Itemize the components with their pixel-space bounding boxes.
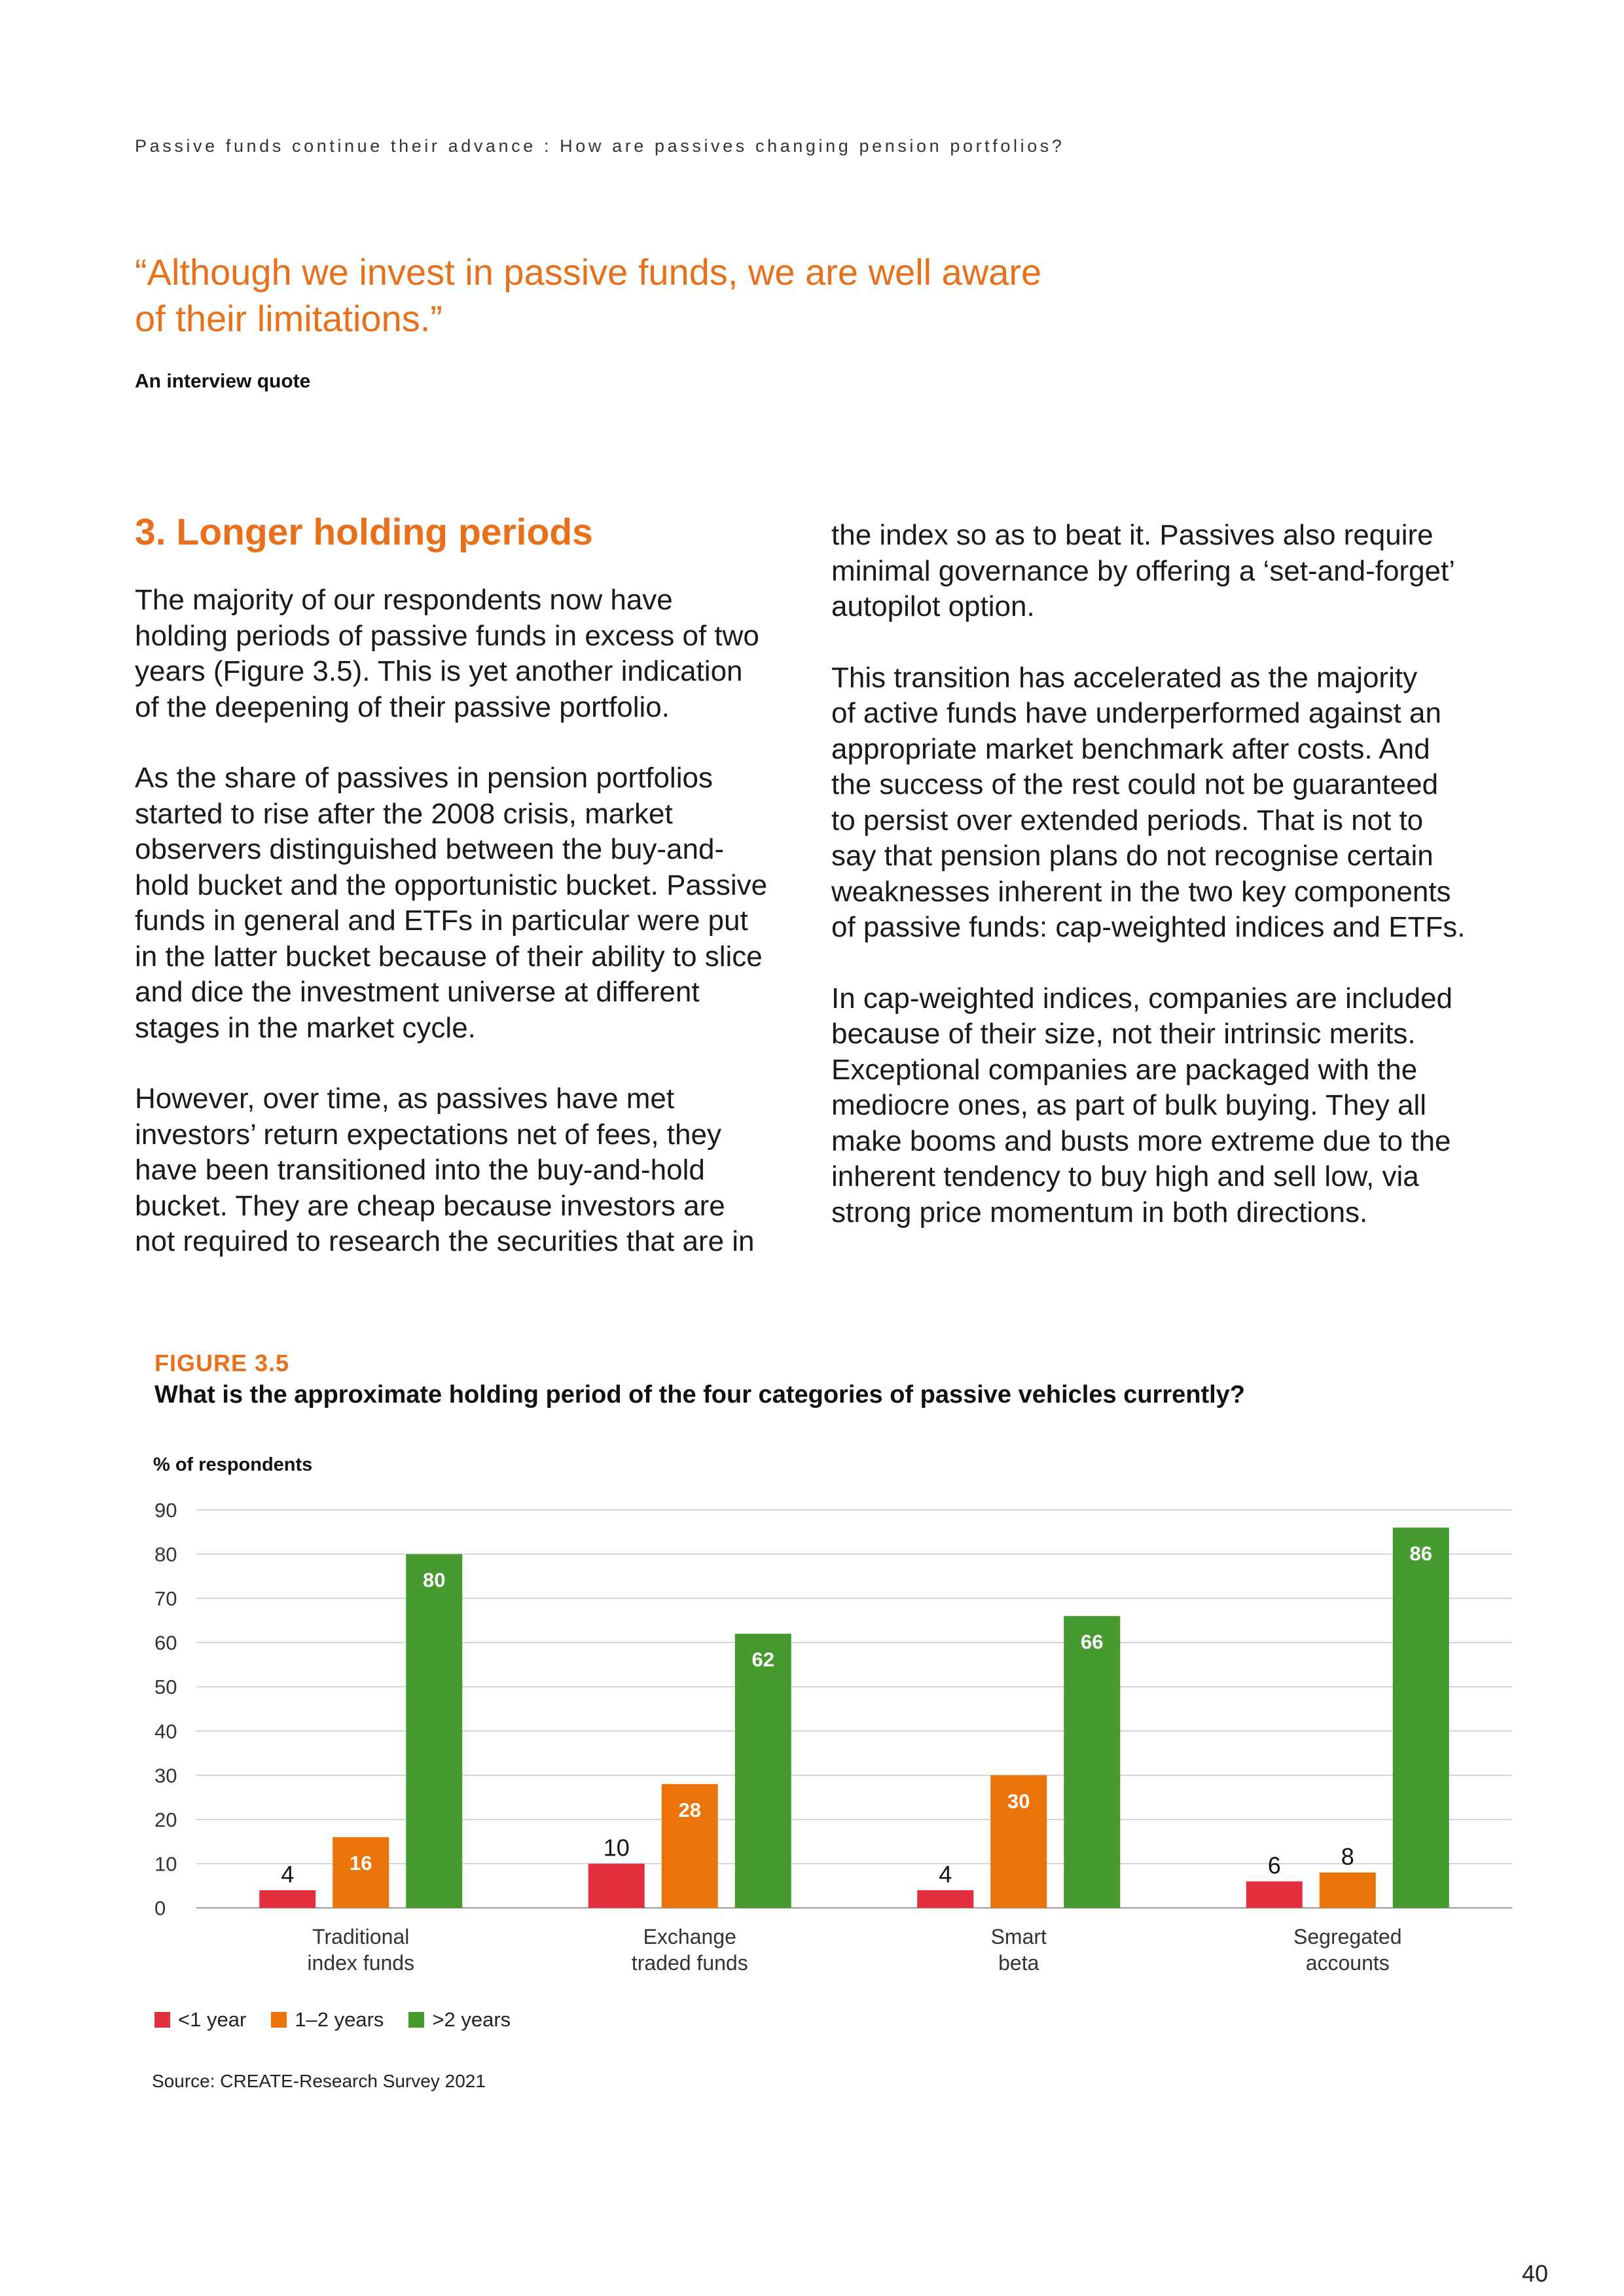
bar <box>735 1634 791 1908</box>
data-label: 8 <box>1341 1842 1354 1870</box>
section-title: 3. Longer holding periods <box>135 511 593 553</box>
x-category-label: Smart <box>990 1925 1047 1948</box>
y-tick-label: 90 <box>154 1499 177 1522</box>
x-category-label: beta <box>998 1951 1039 1975</box>
text-line: stages in the market cycle. <box>135 1011 476 1044</box>
data-label: 4 <box>939 1860 952 1888</box>
text-line: Exceptional companies are packaged with the <box>831 1053 1418 1086</box>
page-number: 40 <box>1522 2260 1549 2287</box>
text-line: make booms and busts more extreme due to the <box>831 1124 1451 1157</box>
x-category-label: index funds <box>307 1951 415 1975</box>
quote-attribution: An interview quote <box>135 370 311 392</box>
y-axis-unit-label: % of respondents <box>153 1454 313 1475</box>
figure-source: Source: CREATE-Research Survey 2021 <box>152 2071 486 2091</box>
bar <box>917 1890 973 1908</box>
text-line: bucket. They are cheap because investors are <box>135 1189 725 1222</box>
x-category-label: Traditional <box>312 1925 410 1948</box>
y-tick-label: 0 <box>154 1897 166 1920</box>
legend-item <box>408 2008 511 2032</box>
bar <box>259 1890 316 1908</box>
text-line: As the share of passives in pension portfolios <box>135 762 713 794</box>
text-line: observers distinguished between the buy-and- <box>135 833 725 865</box>
text-line: funds in general and ETFs in particular were put <box>135 905 748 937</box>
y-tick-label: 80 <box>154 1543 177 1566</box>
bar <box>1320 1873 1376 1908</box>
y-tick-label: 10 <box>154 1852 177 1876</box>
chart-legend <box>154 2008 535 2032</box>
text-line: to persist over extended periods. That is not to <box>831 804 1424 836</box>
text-line: in the latter bucket because of their ability to slice <box>135 940 763 973</box>
text-line: of passive funds: cap-weighted indices and ETFs. <box>831 911 1466 943</box>
x-category-label: Exchange <box>643 1925 736 1948</box>
text-line: strong price momentum in both directions. <box>831 1196 1368 1229</box>
y-tick-label: 40 <box>154 1719 177 1743</box>
text-line: holding periods of passive funds in excess of two <box>135 619 759 652</box>
bar <box>1246 1881 1303 1908</box>
data-label: 28 <box>678 1798 701 1821</box>
legend-label: 1–2 years <box>295 2008 384 2031</box>
text-line: The majority of our respondents now have <box>135 584 673 616</box>
data-label: 62 <box>751 1648 774 1672</box>
y-tick-label: 70 <box>154 1587 177 1611</box>
text-line: hold bucket and the opportunistic bucket. Passive <box>135 869 768 901</box>
text-line: years (Figure 3.5). This is yet another indication <box>135 655 743 687</box>
legend-swatch <box>408 2012 424 2028</box>
y-tick-label: 20 <box>154 1808 177 1831</box>
text-line: This transition has accelerated as the majority <box>831 661 1418 694</box>
legend-item <box>271 2008 384 2032</box>
text-line: started to rise after the 2008 crisis, market <box>135 797 673 830</box>
y-tick-label: 60 <box>154 1631 177 1655</box>
text-line: inherent tendency to buy high and sell low, via <box>831 1160 1419 1193</box>
text-line: mediocre ones, as part of bulk buying. They all <box>831 1089 1427 1121</box>
data-label: 30 <box>1007 1789 1030 1813</box>
text-line: weaknesses inherent in the two key components <box>831 875 1451 908</box>
data-label: 4 <box>281 1860 295 1888</box>
text-line: minimal governance by offering a ‘set-and-forget’ <box>831 554 1456 587</box>
bar <box>588 1863 645 1908</box>
text-line: appropriate market benchmark after costs. And <box>831 732 1430 765</box>
running-head: Passive funds continue their advance : How are passives changing pension portfolios? <box>135 136 1065 156</box>
text-line: In cap-weighted indices, companies are included <box>831 982 1453 1014</box>
y-tick-label: 50 <box>154 1676 177 1699</box>
text-line: autopilot option. <box>831 590 1035 622</box>
text-line: investors’ return expectations net of fees, they <box>135 1118 721 1151</box>
text-line: of active funds have underperformed against an <box>831 697 1441 729</box>
x-category-label: traded funds <box>631 1951 748 1975</box>
quote-line: “Although we invest in passive funds, we are well aware <box>135 251 1042 293</box>
x-category-label: accounts <box>1305 1951 1390 1975</box>
figure-label: FIGURE 3.5 <box>154 1350 290 1376</box>
data-label: 86 <box>1409 1542 1432 1566</box>
text-line: because of their size, not their intrinsic merits. <box>831 1018 1416 1050</box>
data-label: 66 <box>1081 1630 1104 1654</box>
legend-swatch <box>154 2012 170 2028</box>
legend-label: >2 years <box>432 2008 511 2031</box>
legend-swatch <box>271 2012 287 2028</box>
data-label: 80 <box>423 1568 446 1592</box>
text-line: have been transitioned into the buy-and-hold <box>135 1154 705 1186</box>
text-line: not required to research the securities that are in <box>135 1225 755 1257</box>
legend-label: <1 year <box>178 2008 247 2031</box>
figure-question: What is the approximate holding period of the four categories of passive vehicles currently? <box>154 1381 1246 1408</box>
text-line: say that pension plans do not recognise certain <box>831 840 1434 872</box>
data-label: 6 <box>1267 1852 1281 1879</box>
y-tick-label: 30 <box>154 1764 177 1787</box>
text-line: of the deepening of their passive portfolio. <box>135 691 670 723</box>
quote-line: of their limitations.” <box>135 298 442 339</box>
bar <box>1064 1616 1120 1908</box>
bar <box>406 1554 462 1908</box>
data-label: 16 <box>350 1851 372 1874</box>
data-label: 10 <box>603 1834 630 1861</box>
x-category-label: Segregated <box>1293 1925 1402 1948</box>
text-line: the index so as to beat it. Passives also require <box>831 519 1434 551</box>
bar <box>1393 1528 1449 1908</box>
text-line: and dice the investment universe at different <box>135 976 700 1008</box>
legend-item <box>154 2008 246 2032</box>
text-line: the success of the rest could not be guaranteed <box>831 768 1439 800</box>
text-line: However, over time, as passives have met <box>135 1083 675 1115</box>
